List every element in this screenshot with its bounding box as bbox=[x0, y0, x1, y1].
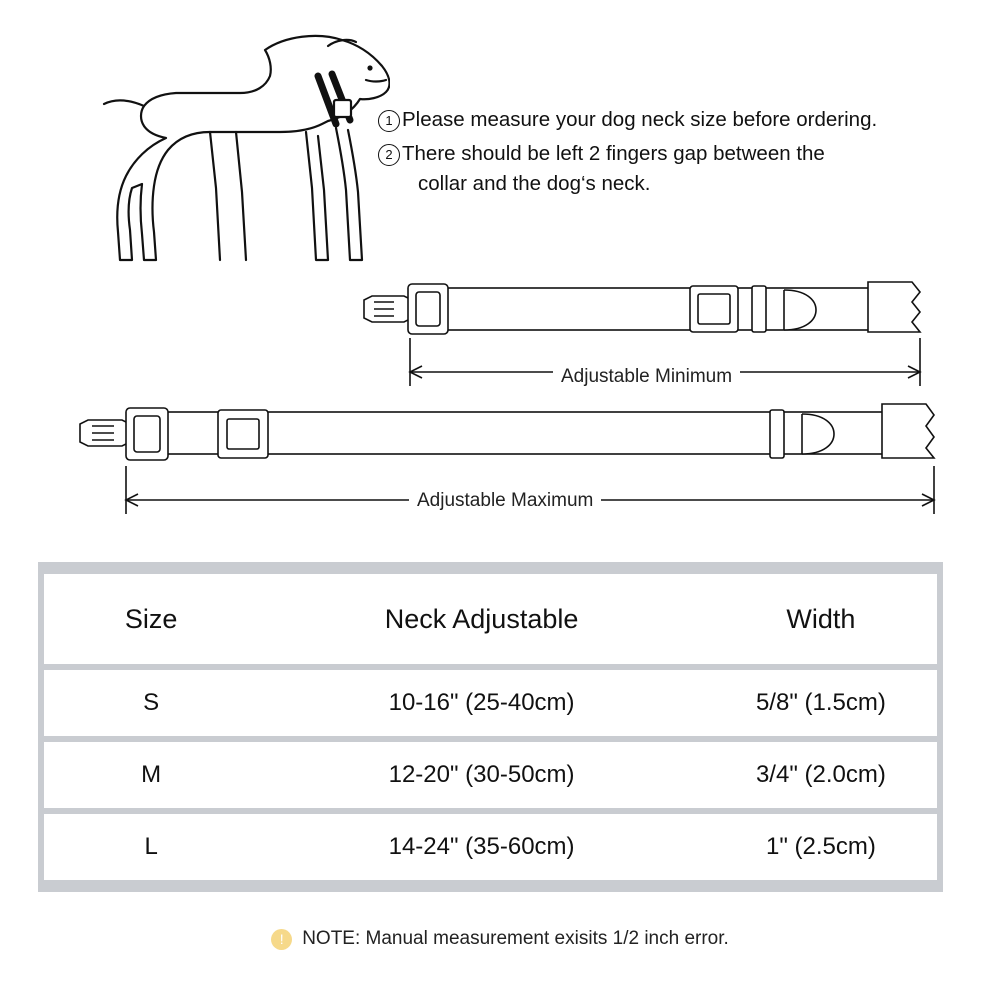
table-row bbox=[44, 814, 937, 880]
instruction-text-continued: collar and the dog‘s neck. bbox=[418, 172, 651, 195]
note-text: NOTE: Manual measurement exisits 1/2 inch error. bbox=[302, 928, 729, 949]
cell-width: 1" (2.5cm) bbox=[705, 814, 937, 880]
cell-neck-adjustable: 10-16" (25-40cm) bbox=[258, 670, 705, 736]
dog-illustration bbox=[60, 20, 390, 275]
table-row bbox=[44, 670, 937, 736]
instruction-number: 2 bbox=[378, 144, 400, 166]
adjustable-maximum-label: Adjustable Maximum bbox=[409, 490, 601, 512]
size-table-container bbox=[38, 562, 943, 892]
instruction-item bbox=[378, 139, 948, 199]
column-header-size: Size bbox=[44, 574, 258, 664]
note-row bbox=[0, 928, 1000, 950]
cell-size: M bbox=[44, 742, 258, 808]
instruction-number: 1 bbox=[378, 110, 400, 132]
cell-size: L bbox=[44, 814, 258, 880]
cell-width: 5/8" (1.5cm) bbox=[705, 670, 937, 736]
table-row bbox=[44, 742, 937, 808]
size-table bbox=[44, 568, 937, 886]
instruction-item bbox=[378, 105, 948, 135]
warning-icon: ! bbox=[271, 929, 292, 950]
column-header-width: Width bbox=[705, 574, 937, 664]
cell-width: 3/4" (2.0cm) bbox=[705, 742, 937, 808]
cell-neck-adjustable: 12-20" (30-50cm) bbox=[258, 742, 705, 808]
cell-size: S bbox=[44, 670, 258, 736]
table-header-row bbox=[44, 574, 937, 664]
instructions-block bbox=[378, 105, 948, 203]
adjustable-minimum-label: Adjustable Minimum bbox=[553, 366, 740, 388]
cell-neck-adjustable: 14-24" (35-60cm) bbox=[258, 814, 705, 880]
instruction-text: There should be left 2 fingers gap between the bbox=[402, 142, 825, 165]
column-header-neck-adjustable: Neck Adjustable bbox=[258, 574, 705, 664]
instruction-text: Please measure your dog neck size before ordering. bbox=[402, 108, 878, 131]
